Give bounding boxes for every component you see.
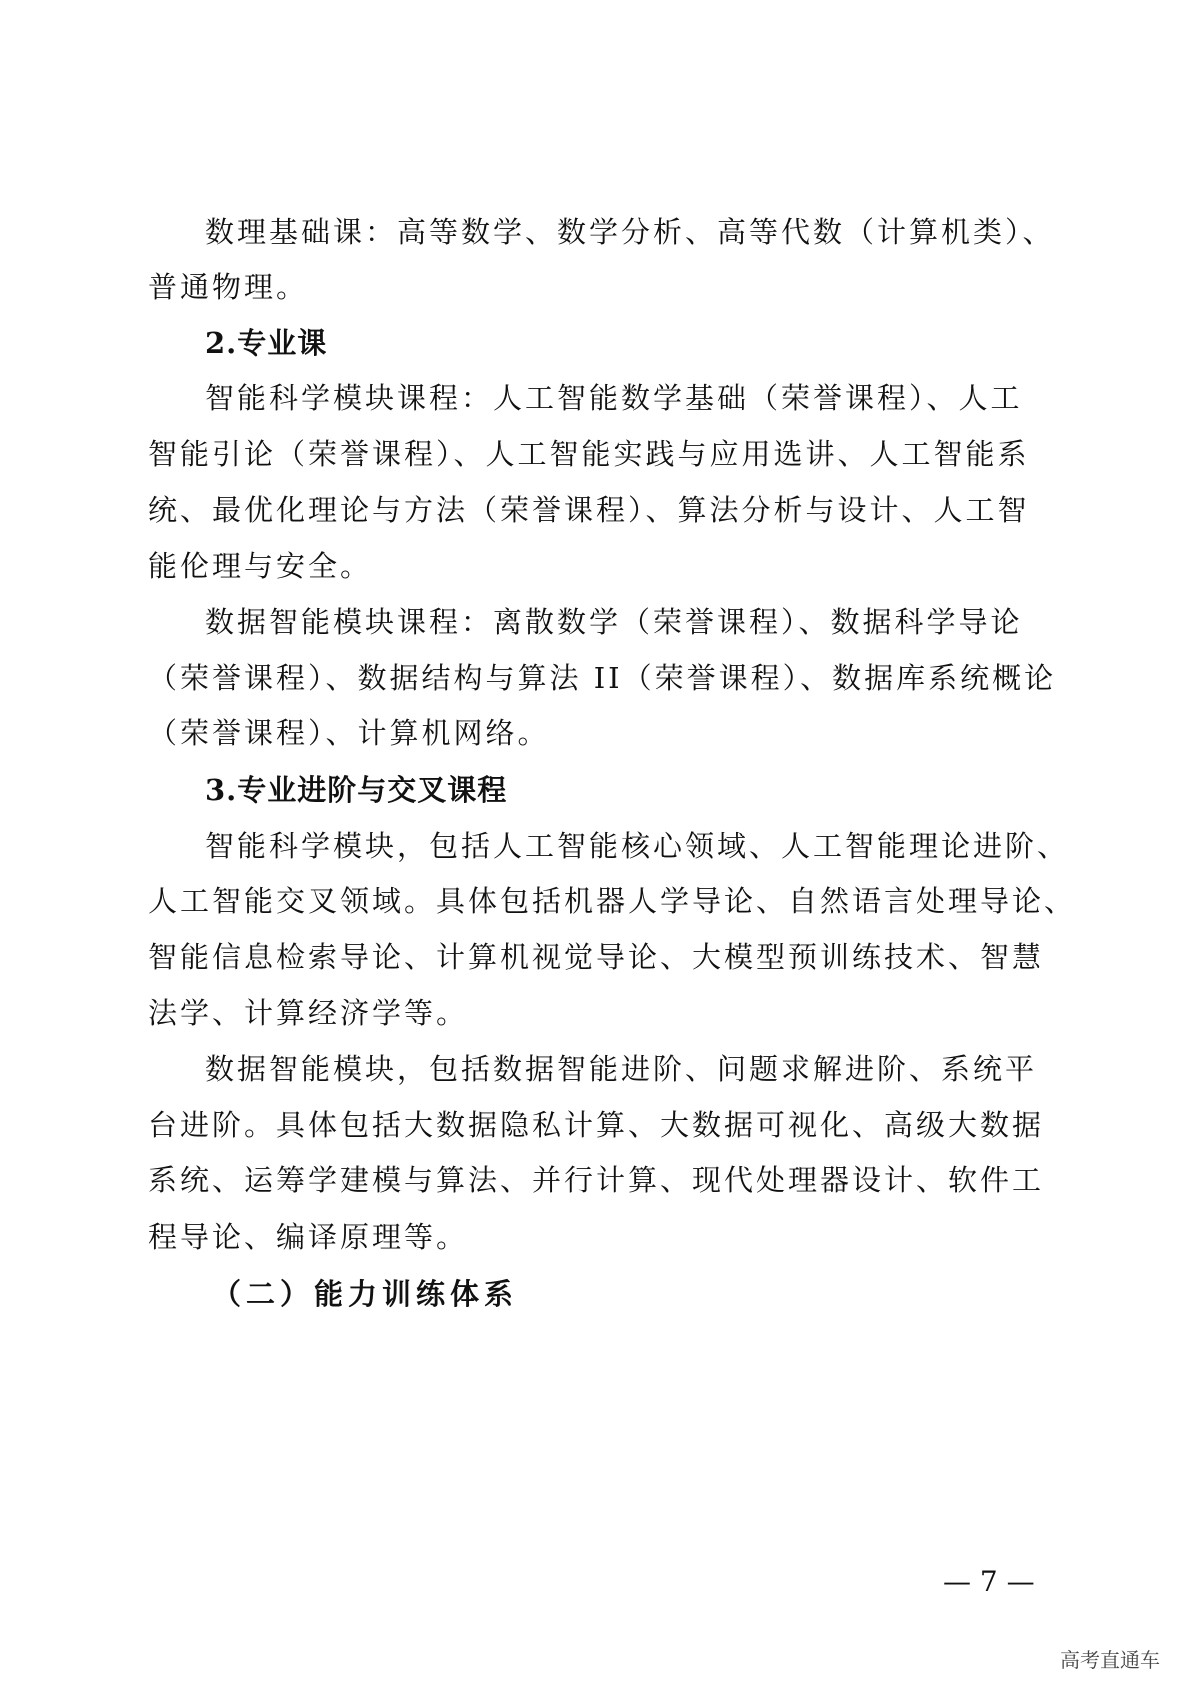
paragraph-basic-sci-line-1: 数理基础课：高等数学、数学分析、高等代数（计算机类）、	[205, 215, 1055, 249]
paragraph-adv-ai-line-4: 法学、计算经济学等。	[148, 996, 469, 1030]
watermark-text: 高考直通车	[1060, 1648, 1160, 1672]
paragraph-ai-science-line-2: 智能引论（荣誉课程）、人工智能实践与应用选讲、人工智能系	[148, 437, 1030, 471]
paragraph-adv-data-line-4: 程导论、编译原理等。	[148, 1220, 469, 1254]
paragraph-data-intel-line-1: 数据智能模块课程：离散数学（荣誉课程）、数据科学导论	[205, 605, 1023, 639]
paragraph-ai-science-line-4: 能伦理与安全。	[148, 549, 373, 583]
paragraph-adv-data-line-2: 台进阶。具体包括大数据隐私计算、大数据可视化、高级大数据	[148, 1108, 1045, 1142]
heading-major-courses: 2.专业课	[205, 326, 328, 360]
paragraph-data-intel-line-3: （荣誉课程）、计算机网络。	[148, 716, 550, 750]
heading-advanced-courses: 3.专业进阶与交叉课程	[205, 773, 508, 807]
heading-ability-training-system: （二）能力训练体系	[212, 1277, 519, 1311]
paragraph-adv-ai-line-1: 智能科学模块，包括人工智能核心领域、人工智能理论进阶、	[205, 829, 1070, 863]
paragraph-ai-science-line-1: 智能科学模块课程：人工智能数学基础（荣誉课程）、人工	[205, 381, 1023, 415]
paragraph-ai-science-line-3: 统、最优化理论与方法（荣誉课程）、算法分析与设计、人工智	[148, 493, 1030, 527]
paragraph-basic-sci-line-2: 普通物理。	[148, 270, 309, 304]
paragraph-adv-ai-line-3: 智能信息检索导论、计算机视觉导论、大模型预训练技术、智慧	[148, 940, 1045, 974]
paragraph-adv-data-line-3: 系统、运筹学建模与算法、并行计算、现代处理器设计、软件工	[148, 1163, 1045, 1197]
page-number: — 7 —	[943, 1565, 1035, 1598]
paragraph-data-intel-line-2: （荣誉课程）、数据结构与算法 II（荣誉课程）、数据库系统概论	[148, 661, 1057, 695]
paragraph-adv-ai-line-2: 人工智能交叉领域。具体包括机器人学导论、自然语言处理导论、	[148, 884, 1077, 918]
paragraph-adv-data-line-1: 数据智能模块，包括数据智能进阶、问题求解进阶、系统平	[205, 1052, 1038, 1086]
